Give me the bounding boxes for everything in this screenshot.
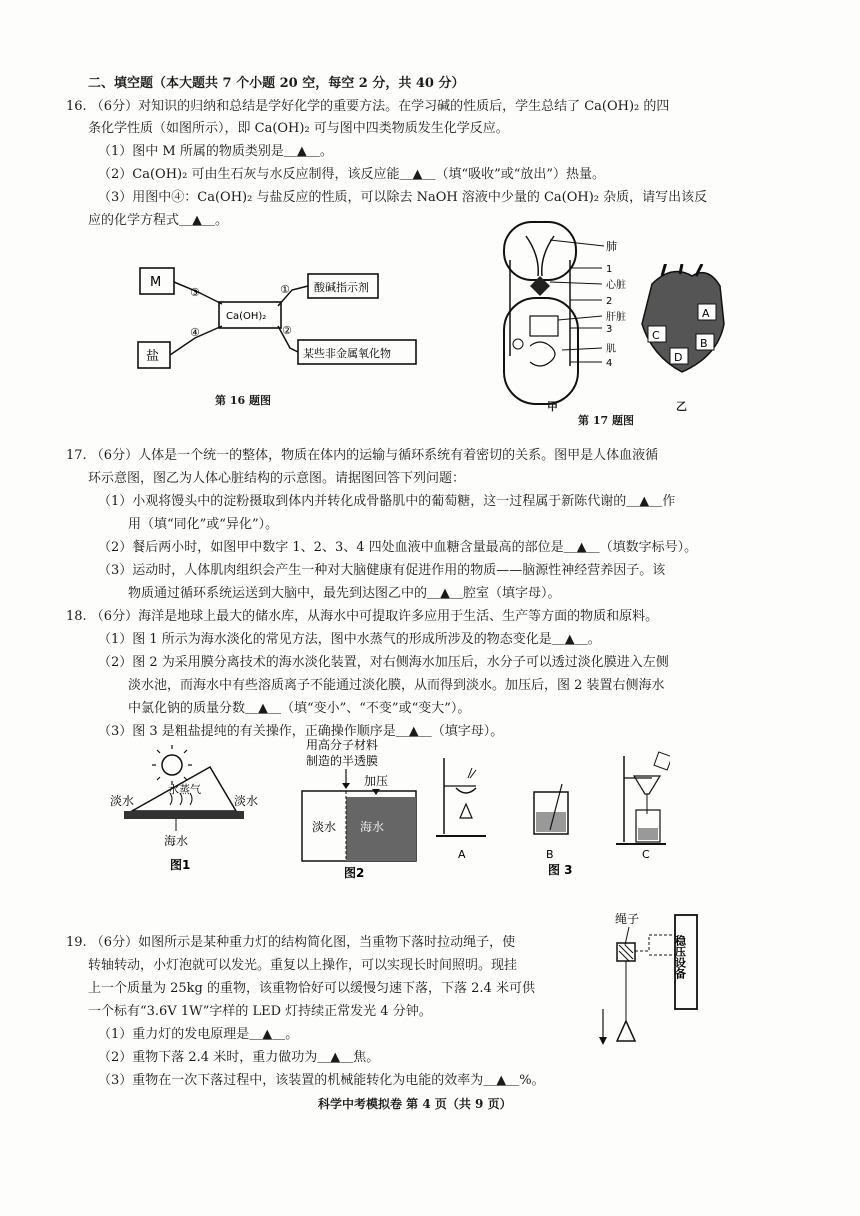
- q18-line-3: （2）图 2 为采用膜分离技术的海水淡化装置，对右侧海水加压后，水分子可以透过淡化膜进入左侧: [98, 655, 669, 670]
- basin: [124, 811, 244, 819]
- q17-line-7: 物质通过循环系统运送到大脑中，最先到达图乙中的＿▲＿腔室（填字母）。: [128, 586, 561, 601]
- q17-label-jia: 甲: [547, 400, 558, 413]
- label-lung: 肺: [606, 240, 617, 253]
- liver-shape: [530, 316, 558, 336]
- chamber-b: B: [700, 337, 708, 350]
- q17-line-1: 17. （6分）人体是一个统一的整体，物质在体内的运输与循环系统有着密切的关系。图甲是人体血液循: [66, 448, 659, 463]
- label-indicator: 酸碱指示剂: [314, 281, 369, 294]
- chamber-c: C: [652, 329, 660, 342]
- fig1-fresh-left: 淡水: [110, 794, 135, 808]
- page-footer: 科学中考模拟卷 第 4 页（共 9 页）: [318, 1097, 512, 1111]
- fig2-press: 加压: [364, 774, 389, 788]
- q18-fig3: [430, 748, 670, 878]
- label-m: M: [150, 275, 162, 290]
- q19-line-2: 转轴转动，小灯泡就可以发光。重复以上操作，可以实现长时间照明。现挂: [88, 958, 518, 973]
- label-heart: 心脏: [606, 280, 626, 291]
- q17-line-3: （1）小观将馒头中的淀粉摄取到体内并转化成骨骼肌中的葡萄糖，这一过程属于新陈代谢的＿▲＿作: [98, 494, 676, 509]
- label-muscle: 肌: [606, 344, 616, 355]
- label-1: 1: [606, 264, 613, 275]
- q16-line-6: 应的化学方程式＿▲＿。: [88, 213, 228, 228]
- fig1-caption: 图1: [170, 858, 191, 872]
- fig3-a: A: [458, 848, 466, 861]
- q18-line-1: 18. （6分）海洋是地球上最大的储水库，从海水中可提取许多应用于生活、生产等方面的物质和原料。: [66, 609, 659, 624]
- q16-caption: 第 16 题图: [215, 394, 271, 407]
- q19-figure: [595, 905, 715, 1055]
- q18-line-6: （3）图 3 是粗盐提纯的有关操作，正确操作顺序是＿▲＿（填字母）。: [98, 724, 504, 739]
- label-salt: 盐: [146, 349, 160, 364]
- fig2-membrane-2: 制造的半透膜: [306, 754, 379, 768]
- fig2-sea: 海水: [360, 820, 385, 834]
- q17-line-6: （3）运动时，人体肌肉组织会产生一种对大脑健康有促进作用的物质——脑源性神经营养因子。该: [98, 563, 666, 578]
- sun-icon: [162, 755, 182, 775]
- q18-line-4: 淡水池，而海水中有些溶质离子不能通过淡化膜，从而得到淡水。加压后，图 2 装置右侧海水: [128, 678, 665, 693]
- fig3-c: C: [642, 848, 650, 861]
- chamber-d: D: [674, 351, 683, 364]
- section-title: 二、填空题（本大题共 7 个小题 20 空，每空 2 分，共 40 分）: [88, 76, 465, 91]
- body-outline: [504, 298, 578, 404]
- fig19-rope: 绳子: [615, 912, 640, 926]
- funnel: [634, 776, 660, 794]
- q16-line-5: （3）用图中④：Ca(OH)₂ 与盐反应的性质，可以除去 NaOH 溶液中少量的 Ca(OH)₂ 杂质，请写出该反: [98, 190, 708, 205]
- label-4: 4: [606, 358, 613, 369]
- chamber-a: A: [702, 307, 710, 320]
- fig1-sea: 海水: [164, 834, 189, 848]
- q16-line-2: 条化学性质（如图所示），即 Ca(OH)₂ 可与图中四类物质发生化学反应。: [88, 121, 509, 136]
- down-arrow-icon: [599, 1037, 607, 1045]
- label-2: 2: [606, 296, 613, 307]
- q17-caption: 第 17 题图: [578, 414, 634, 427]
- q19-line-5: （1）重力灯的发电原理是＿▲＿。: [98, 1027, 299, 1042]
- q17-label-yi: 乙: [676, 400, 687, 413]
- fig2-caption: 图2: [344, 866, 365, 880]
- num-4: ④: [190, 326, 200, 339]
- q18-line-5: 中氯化钠的质量分数＿▲＿（填“变小”、“不变”或“变大”）。: [128, 701, 471, 716]
- q16-line-3: （1）图中 M 所属的物质类别是＿▲＿。: [98, 144, 333, 159]
- fig1-fresh-right: 淡水: [234, 794, 259, 808]
- fig2-fresh: 淡水: [312, 820, 337, 834]
- lung-outline: [504, 222, 576, 280]
- fig19-device: 稳压设备: [673, 935, 687, 979]
- q17-line-5: （2）餐后两小时，如图甲中数字 1、2、3、4 四处血液中血糖含量最高的部位是＿▲＿（填数字标号）。: [98, 540, 698, 555]
- num-3: ③: [190, 286, 200, 299]
- q16-line-1: 16. （6分）对知识的归纳和总结是学好化学的重要方法。在学习碱的性质后，学生总结了 Ca(OH)₂ 的四: [66, 99, 670, 114]
- fig2-membrane-1: 用高分子材料: [306, 738, 379, 752]
- num-2: ②: [282, 324, 292, 337]
- fig3-b: B: [546, 848, 554, 861]
- q19-line-7: （3）重物在一次下落过程中，该装置的机械能转化为电能的效率为＿▲＿%。: [98, 1073, 545, 1088]
- label-center: Ca(OH)₂: [226, 311, 267, 322]
- evaporating-dish: [456, 788, 476, 793]
- q16-line-4: （2）Ca(OH)₂ 可由生石灰与水反应制得，该反应能＿▲＿（填“吸收”或“放出”）热量。: [98, 167, 606, 182]
- q19-line-4: 一个标有“3.6V 1W”字样的 LED 灯持续正常发光 4 分钟。: [88, 1004, 432, 1019]
- q18-line-2: （1）图 1 所示为海水淡化的常见方法，图中水蒸气的形成所涉及的物态变化是＿▲＿。: [98, 632, 601, 647]
- weight: [617, 1021, 635, 1041]
- label-oxide: 某些非金属氧化物: [303, 347, 391, 360]
- label-3: 3: [606, 324, 613, 335]
- q17-figure-yi: [632, 264, 732, 380]
- q18-fig2: [296, 735, 426, 880]
- q19-line-1: 19. （6分）如图所示是某种重力灯的结构简化图，当重物下落时拉动绳子，使: [66, 935, 516, 950]
- q16-diagram: [130, 260, 440, 375]
- q19-line-6: （2）重物下落 2.4 米时，重力做功为＿▲＿焦。: [98, 1050, 380, 1065]
- q18-fig1: [110, 745, 260, 875]
- fig3-caption: 图 3: [548, 863, 573, 877]
- label-liver: 肝脏: [606, 312, 626, 323]
- fig1-vapor: 水蒸气: [168, 783, 201, 796]
- q17-figure-jia: [490, 216, 640, 426]
- q17-line-2: 环示意图，图乙为人体心脏结构的示意图。请据图回答下列问题：: [88, 471, 466, 486]
- alcohol-lamp: [460, 804, 472, 818]
- intestine-shape: [530, 342, 555, 366]
- q19-line-3: 上一个质量为 25kg 的重物，该重物恰好可以缓慢匀速下落，下落 2.4 米可供: [88, 981, 535, 996]
- num-1: ①: [280, 283, 290, 296]
- q17-line-4: 用（填“同化”或“异化”）。: [128, 517, 279, 532]
